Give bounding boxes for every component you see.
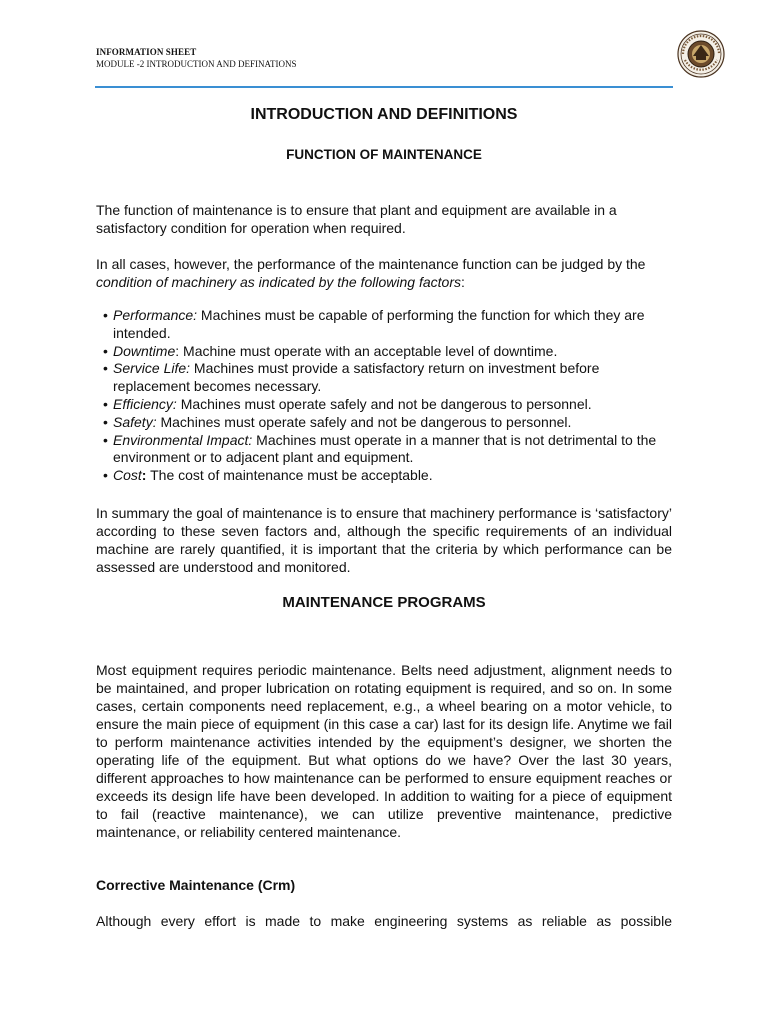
bullet-icon: • xyxy=(103,431,108,448)
factor-term: Downtime xyxy=(113,342,176,359)
bullet-icon: • xyxy=(103,360,108,377)
list-item xyxy=(96,343,676,361)
factor-term: Cost xyxy=(113,467,142,484)
list-item xyxy=(96,307,676,343)
factor-term: Service Life: xyxy=(113,360,191,377)
factor-list xyxy=(96,307,676,485)
header-divider xyxy=(95,86,673,88)
page-header xyxy=(96,46,297,70)
judged-tail: : xyxy=(460,274,465,290)
judged-lead: In all cases, however, the performance of the maintenance function can be judged by the xyxy=(96,256,646,272)
list-item xyxy=(96,360,676,396)
intro-paragraph: The function of maintenance is to ensure that plant and equipment are available in a satisfactory condition for operation when required. xyxy=(96,202,617,236)
subsection-heading-crm: Corrective Maintenance (Crm) xyxy=(96,877,296,893)
bullet-icon: • xyxy=(103,413,108,430)
list-item xyxy=(96,414,676,432)
college-seal-icon xyxy=(677,30,725,78)
bullet-icon: • xyxy=(103,307,108,323)
bullet-icon: • xyxy=(103,395,108,412)
factor-term: Efficiency: xyxy=(113,395,177,412)
factor-text: The cost of maintenance must be acceptable. xyxy=(146,467,433,484)
bullet-icon: • xyxy=(103,342,108,359)
list-item xyxy=(96,467,676,485)
factor-text: Machines must operate in a manner that is not detrimental to the environment or to adjacent plant and equipment. xyxy=(113,431,657,466)
factor-text: : Machine must operate with an acceptable level of downtime. xyxy=(175,342,558,359)
factor-text: Machines must be capable of performing the function for which they are intended. xyxy=(113,307,645,341)
section-subtitle: FUNCTION OF MAINTENANCE xyxy=(286,147,482,162)
judged-italic: condition of machinery as indicated by the following factors xyxy=(96,274,461,290)
programs-paragraph: Most equipment requires periodic maintenance. Belts need adjustment, alignment needs to be maintained, and proper lubrication on rotating equipment is required, and so on. In some cases, certain components need replacement, e.g., a wheel bearing on a motor vehicle, to ensure the main piece of equipment (in this case a car) last for its design life. Anytime we fail to perform maintenance activities intended by the equipment’s designer, we shorten the operating life of the equipment. But what options do we have? Over the last 30 years, different approaches to how maintenance can be performed to ensure equipment reaches or exceeds its design life have been developed. In addition to waiting for a piece of equipment to fail (reactive maintenance), we can utilize preventive maintenance, predictive maintenance, or reliability centered maintenance. xyxy=(96,662,672,840)
factor-term: Safety: xyxy=(113,413,157,430)
factor-text: Machines must operate safely and not be dangerous to personnel. xyxy=(176,395,592,412)
factor-text: Machines must operate safely and not be dangerous to personnel. xyxy=(156,413,572,430)
factor-text: Machines must provide a satisfactory return on investment before replacement becomes necessary. xyxy=(113,360,600,395)
section-heading-maintenance-programs: MAINTENANCE PROGRAMS xyxy=(282,594,486,611)
crm-paragraph: Although every effort is made to make engineering systems as reliable as possible xyxy=(96,913,672,929)
factor-term: Performance: xyxy=(113,307,198,323)
judged-paragraph xyxy=(96,255,672,291)
module-label: MODULE -2 INTRODUCTION AND DEFINATIONS xyxy=(96,59,297,69)
list-item xyxy=(96,432,676,468)
factor-colon: : xyxy=(141,467,147,484)
bullet-icon: • xyxy=(103,467,108,484)
sheet-label: INFORMATION SHEET xyxy=(96,47,197,57)
summary-paragraph: In summary the goal of maintenance is to ensure that machinery performance is ‘satisfactory’ according to these seven factors and, although the specific requirements of an individual machine are rarely quantified, it is important that the criteria by which performance can be assessed are understood and monitored. xyxy=(96,505,672,575)
list-item xyxy=(96,396,676,414)
page-title: INTRODUCTION AND DEFINITIONS xyxy=(250,106,518,123)
factor-term: Environmental Impact: xyxy=(113,431,253,448)
